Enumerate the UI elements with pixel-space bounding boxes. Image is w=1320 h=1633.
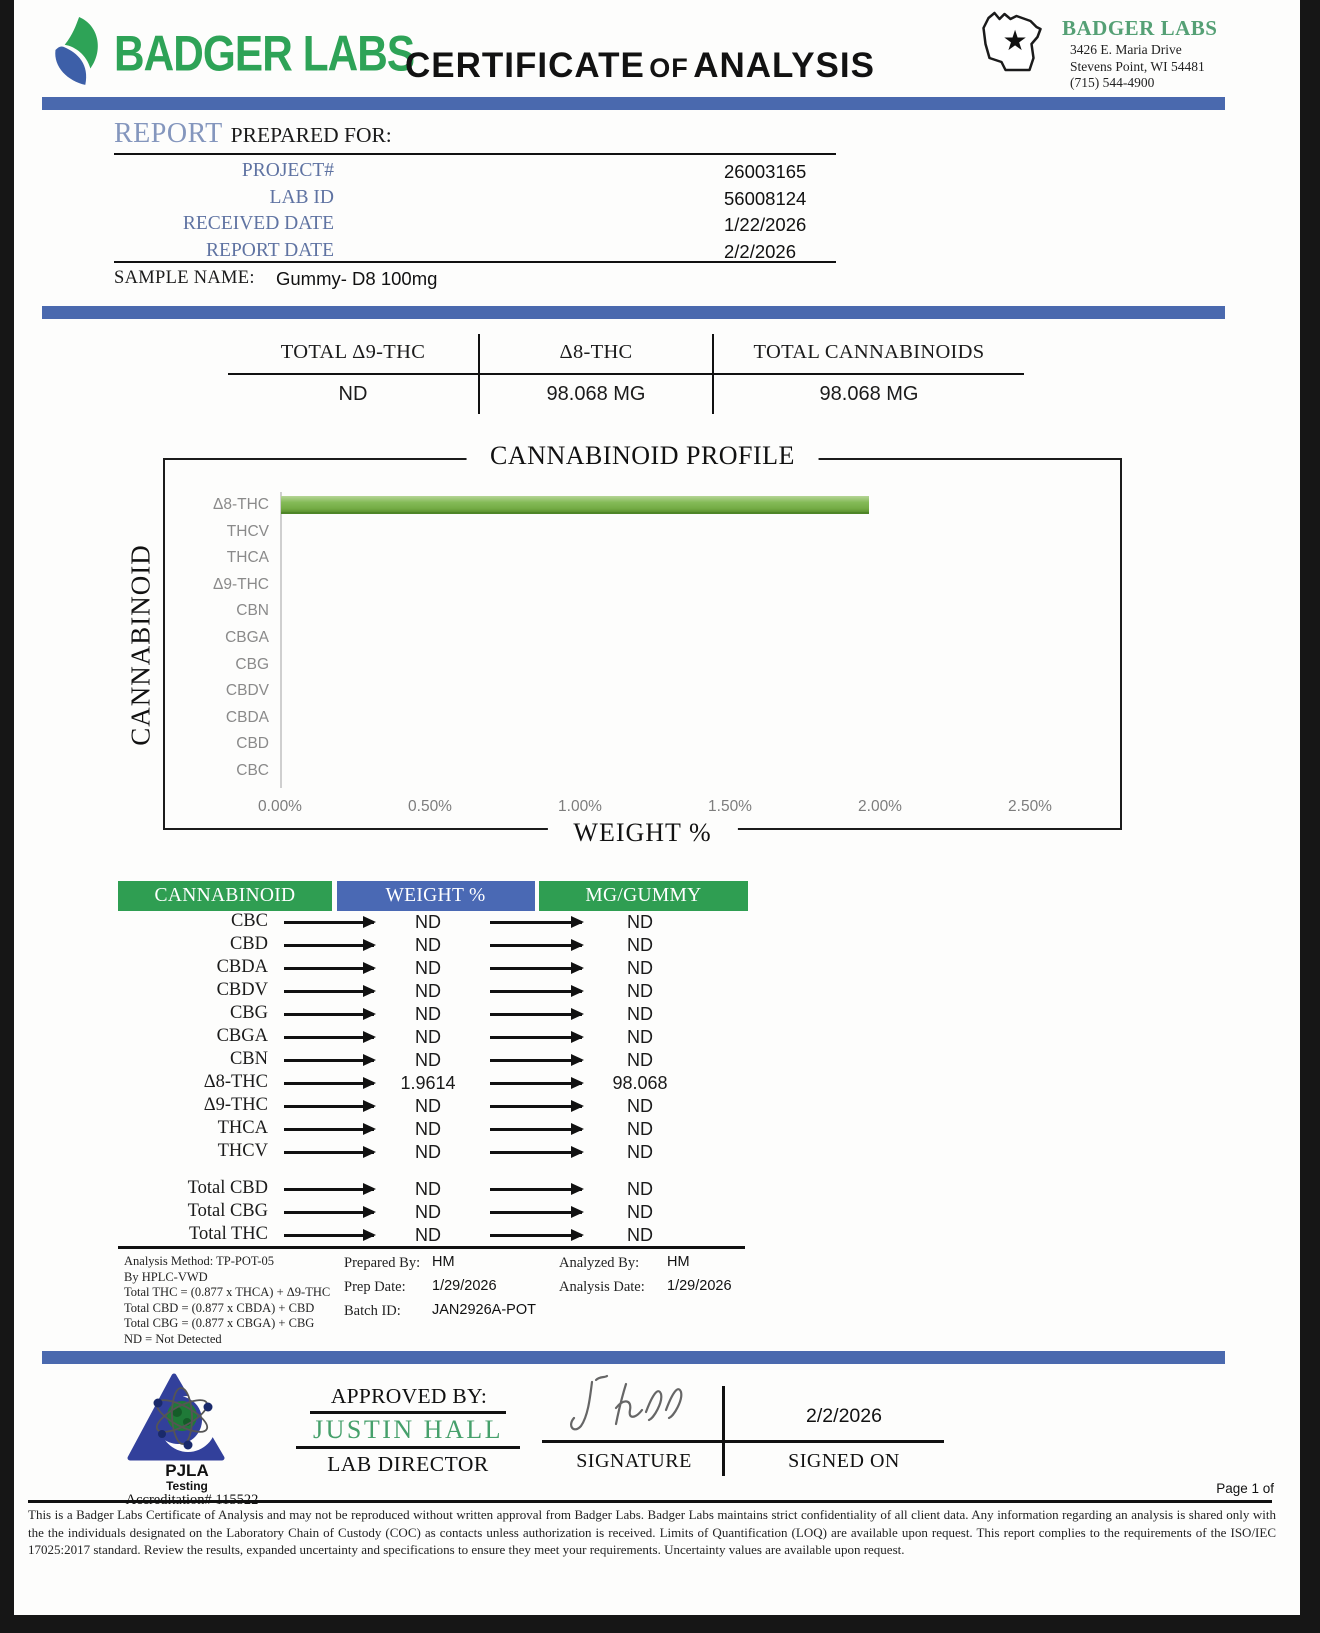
results-header-cell: MG/GUMMY (539, 881, 748, 911)
results-table-bottom-line (118, 1246, 745, 1249)
chart-x-tick: 1.00% (558, 798, 602, 815)
arrow-icon (284, 1151, 374, 1154)
pjla-testing-label: Testing (166, 1479, 208, 1493)
weight-value: ND (415, 935, 441, 955)
cannabinoid-name: CBGA (216, 1026, 268, 1046)
disclaimer-text: This is a Badger Labs Certificate of Analysis and may not be reproduced without written approval from Badger Labs. Badger Labs maintains strict confidentiality of all client data. Any information regarding an analysis is shared only with the the individuals designated on the Laboratory Chain of Custody (COC) as contacts unless authorization is received. Limits of Quantification (LOQ) are available upon request. This report complies to the requirements of the ISO/IEC 17025:2017 standard. Review the results, expanded uncertainty and specifications to ensure they meet your requirements. Uncertainty values are available upon request. (28, 1507, 1276, 1557)
cannabinoid-name: CBD (229, 934, 268, 954)
star-glyph: ★ (1002, 26, 1028, 57)
arrow-icon (490, 1036, 582, 1039)
signature-line (542, 1440, 722, 1443)
note-label: Prepared By: (344, 1255, 421, 1271)
note-value: HM (667, 1254, 690, 1270)
note-value: 1/29/2026 (432, 1278, 497, 1294)
arrow-icon (490, 990, 582, 993)
page-number: Page 1 of (1216, 1481, 1274, 1496)
lab-phone: (715) 544-4900 (1070, 75, 1155, 90)
cannabinoid-name: Total CBD (187, 1178, 268, 1198)
arrow-icon (490, 1151, 582, 1154)
lab-address (1070, 42, 1205, 92)
cannabinoid-name: CBC (230, 911, 268, 931)
badger-labs-leaf-icon (44, 16, 106, 88)
report-field-row (154, 213, 914, 239)
weight-value: ND (415, 981, 441, 1001)
chart-category-label: THCV (226, 522, 269, 540)
report-fields (154, 160, 914, 270)
table-gap (118, 1164, 745, 1178)
chart-row (165, 598, 1120, 624)
arrow-icon (490, 1059, 582, 1062)
brand-wordmark: BADGER LABS (114, 24, 415, 82)
report-field-label: PROJECT# (241, 160, 334, 181)
weight-value: ND (415, 1225, 441, 1245)
mg-value: ND (627, 1050, 653, 1070)
chart-category-label: THCA (226, 549, 269, 567)
chart-category-label: CBDA (225, 708, 269, 726)
weight-value: ND (415, 912, 441, 932)
arrow-icon (284, 1234, 374, 1237)
arrow-icon (490, 1082, 582, 1085)
note-value: HM (432, 1254, 455, 1270)
mg-value: ND (627, 1225, 653, 1245)
mg-value: ND (627, 1027, 653, 1047)
mg-value: ND (627, 1202, 653, 1222)
pjla-logo-icon (122, 1372, 252, 1464)
chart-x-tick: 0.00% (258, 798, 302, 815)
chart-x-tick: 2.50% (1008, 798, 1052, 815)
arrow-icon (284, 990, 374, 993)
report-field-label: REPORT DATE (206, 239, 334, 261)
divider-bar-2 (42, 306, 1225, 319)
note-value: JAN2926A-POT (432, 1302, 536, 1318)
arrow-icon (284, 1211, 374, 1214)
arrow-icon (490, 1128, 582, 1131)
mg-value: ND (627, 1142, 653, 1162)
mg-value: ND (627, 935, 653, 955)
report-field-value: 26003165 (724, 161, 807, 182)
arrow-icon (284, 1059, 374, 1062)
signature-label: SIGNATURE (576, 1450, 692, 1472)
summary-column-header: TOTAL Δ9-THC (228, 334, 478, 375)
chart-ylabel: CANNABINOID (126, 526, 157, 764)
sample-name-value: Gummy- D8 100mg (276, 268, 438, 289)
arrow-icon (284, 944, 374, 947)
chart-category-label: CBGA (225, 629, 269, 646)
footer-divider (28, 1500, 1272, 1503)
chart-category-label: CBC (236, 762, 269, 779)
approved-by-underline (310, 1411, 506, 1414)
note-label: Prep Date: (344, 1279, 406, 1295)
chart-row (165, 572, 1120, 598)
chart-category-label: CBN (236, 602, 269, 620)
analysis-note-line: Total CBG = (0.877 x CBGA) + CBG (124, 1316, 315, 1330)
mg-value: 98.068 (612, 1073, 668, 1093)
weight-value: ND (415, 1096, 441, 1116)
sample-divider (114, 261, 836, 263)
lab-address-line1: 3426 E. Maria Drive (1070, 42, 1182, 57)
arrow-icon (284, 1105, 374, 1108)
arrow-icon (284, 1036, 374, 1039)
report-heading-underline (114, 153, 836, 155)
summary-column-header: TOTAL CANNABINOIDS (714, 334, 1024, 375)
document-page (14, 0, 1300, 1615)
cannabinoid-name: Δ8-THC (203, 1072, 268, 1092)
title-of: OF (649, 53, 689, 83)
chart-x-tick: 2.00% (858, 798, 902, 815)
note-row (559, 1278, 859, 1302)
chart-x-tick: 1.50% (708, 798, 752, 815)
table-row (118, 1201, 745, 1224)
cannabinoid-name: CBN (229, 1049, 268, 1069)
divider-bar-top (42, 97, 1225, 110)
cannabinoid-name: THCA (217, 1118, 268, 1138)
mg-value: ND (627, 1096, 653, 1116)
signed-on-line (722, 1440, 944, 1443)
note-label: Analysis Date: (559, 1279, 645, 1295)
cannabinoid-name: CBDA (216, 957, 268, 977)
mg-value: ND (627, 981, 653, 1001)
divider-bar-3 (42, 1351, 1225, 1364)
approver-underline (296, 1446, 520, 1449)
report-field-value: 1/22/2026 (724, 214, 807, 235)
table-row (118, 1049, 745, 1072)
report-field-row (154, 160, 914, 186)
analysis-note-line: Analysis Method: TP-POT-05 (124, 1254, 275, 1268)
arrow-icon (490, 1105, 582, 1108)
chart-x-tick: 0.50% (408, 798, 452, 815)
summary-column-value: 98.068 MG (819, 383, 919, 405)
analysis-notes (124, 1254, 344, 1347)
analysis-note-line: Total CBD = (0.877 x CBDA) + CBD (124, 1300, 315, 1315)
cannabinoid-name: Total THC (188, 1224, 268, 1244)
signature-date-divider (722, 1386, 725, 1476)
title-certificate: CERTIFICATE (405, 46, 645, 85)
weight-value: ND (415, 1004, 441, 1024)
chart-row (165, 492, 1120, 518)
mg-value: ND (627, 912, 653, 932)
arrow-icon (490, 944, 582, 947)
chart-row (165, 625, 1120, 651)
report-field-value: 2/2/2026 (724, 240, 797, 262)
chart-row (165, 519, 1120, 545)
chart-row (165, 678, 1120, 704)
lab-name: BADGER LABS (1062, 16, 1218, 40)
table-row (118, 1118, 745, 1141)
table-row (118, 1072, 745, 1095)
approver-title: LAB DIRECTOR (327, 1452, 489, 1476)
report-heading-main: REPORT (114, 118, 223, 149)
chart-category-label: CBG (235, 655, 269, 673)
mg-value: ND (627, 1119, 653, 1139)
chart-row (165, 731, 1120, 757)
page-title (390, 46, 890, 86)
table-row (118, 980, 745, 1003)
table-row (118, 1178, 745, 1201)
results-header-cell: CANNABINOID (118, 881, 332, 911)
report-field-value: 56008124 (724, 187, 807, 209)
arrow-icon (490, 967, 582, 970)
table-row (118, 957, 745, 980)
mg-value: ND (627, 1179, 653, 1199)
chart-category-label: CBD (236, 735, 269, 753)
table-row (118, 1003, 745, 1026)
chart-row (165, 652, 1120, 678)
chart-bar (281, 496, 869, 514)
cannabinoid-name: THCV (217, 1141, 268, 1161)
weight-value: ND (415, 1050, 441, 1070)
signed-date: 2/2/2026 (806, 1405, 882, 1427)
analysis-note-line: ND = Not Detected (124, 1331, 222, 1346)
arrow-icon (284, 967, 374, 970)
arrow-icon (490, 1234, 582, 1237)
weight-value: ND (415, 1179, 441, 1199)
arrow-icon (284, 1188, 374, 1191)
table-row (118, 934, 745, 957)
title-analysis: ANALYSIS (693, 46, 875, 85)
table-row (118, 1141, 745, 1164)
signed-on-label: SIGNED ON (788, 1450, 900, 1472)
chart-xlabel: WEIGHT % (547, 818, 737, 848)
pjla-label: PJLA (165, 1461, 209, 1480)
arrow-icon (490, 921, 582, 924)
results-table-rows (118, 911, 745, 1247)
arrow-icon (490, 1211, 582, 1214)
table-row (118, 1095, 745, 1118)
mg-value: ND (627, 1004, 653, 1024)
approver-name: JUSTIN HALL (313, 1415, 503, 1444)
arrow-icon (284, 1013, 374, 1016)
report-field-row (154, 187, 914, 213)
summary-column-value: ND (338, 383, 368, 405)
weight-value: ND (415, 1202, 441, 1222)
summary-column (228, 334, 478, 414)
table-row (118, 1224, 745, 1247)
cannabinoid-name: CBDV (216, 980, 268, 1000)
note-value: 1/29/2026 (667, 1278, 732, 1294)
arrow-icon (490, 1188, 582, 1191)
analysis-note-line: By HPLC-VWD (124, 1269, 208, 1284)
results-header-cell: WEIGHT % (337, 881, 535, 911)
chart-category-label: CBDV (225, 682, 269, 700)
chart-row (165, 705, 1120, 731)
mg-value: ND (627, 958, 653, 978)
arrow-icon (284, 1082, 374, 1085)
note-row (559, 1254, 859, 1278)
sample-name-label: SAMPLE NAME: (114, 268, 255, 288)
cannabinoid-name: CBG (229, 1003, 268, 1023)
analysis-note-line: Total THC = (0.877 x THCA) + Δ9-THC (124, 1285, 331, 1299)
chart-row (165, 758, 1120, 784)
chart-row (165, 545, 1120, 571)
note-label: Batch ID: (344, 1303, 401, 1319)
report-field-label: RECEIVED DATE (182, 213, 334, 234)
report-field-label: LAB ID (269, 186, 334, 208)
summary-column-value: 98.068 MG (546, 383, 646, 405)
chart-category-label: Δ8-THC (213, 496, 269, 513)
results-table-header (118, 881, 748, 911)
summary-column (714, 334, 1024, 414)
summary-table (228, 334, 1024, 414)
cannabinoid-name: Δ9-THC (203, 1095, 268, 1115)
summary-column (478, 334, 714, 414)
arrow-icon (284, 1128, 374, 1131)
weight-value: ND (415, 958, 441, 978)
approved-by-label: APPROVED BY: (330, 1384, 488, 1408)
cannabinoid-name: Total CBG (187, 1201, 268, 1221)
note-label: Analyzed By: (559, 1255, 640, 1271)
chart-title: CANNABINOID PROFILE (466, 441, 819, 471)
weight-value: ND (415, 1142, 441, 1162)
table-row (118, 1026, 745, 1049)
signature-image (566, 1368, 726, 1438)
chart-category-label: Δ9-THC (213, 575, 269, 593)
weight-value: ND (415, 1027, 441, 1047)
lab-address-line2: Stevens Point, WI 54481 (1070, 58, 1205, 74)
arrow-icon (284, 921, 374, 924)
wisconsin-map-icon (974, 8, 1059, 88)
report-heading (114, 118, 392, 150)
weight-value: 1.9614 (400, 1073, 456, 1093)
table-row (118, 911, 745, 934)
cannabinoid-profile-chart (125, 441, 1122, 847)
report-heading-rest: PREPARED FOR: (230, 123, 392, 147)
note-row (344, 1302, 644, 1326)
summary-column-header: Δ8-THC (480, 334, 712, 375)
arrow-icon (490, 1013, 582, 1016)
weight-value: ND (415, 1119, 441, 1139)
